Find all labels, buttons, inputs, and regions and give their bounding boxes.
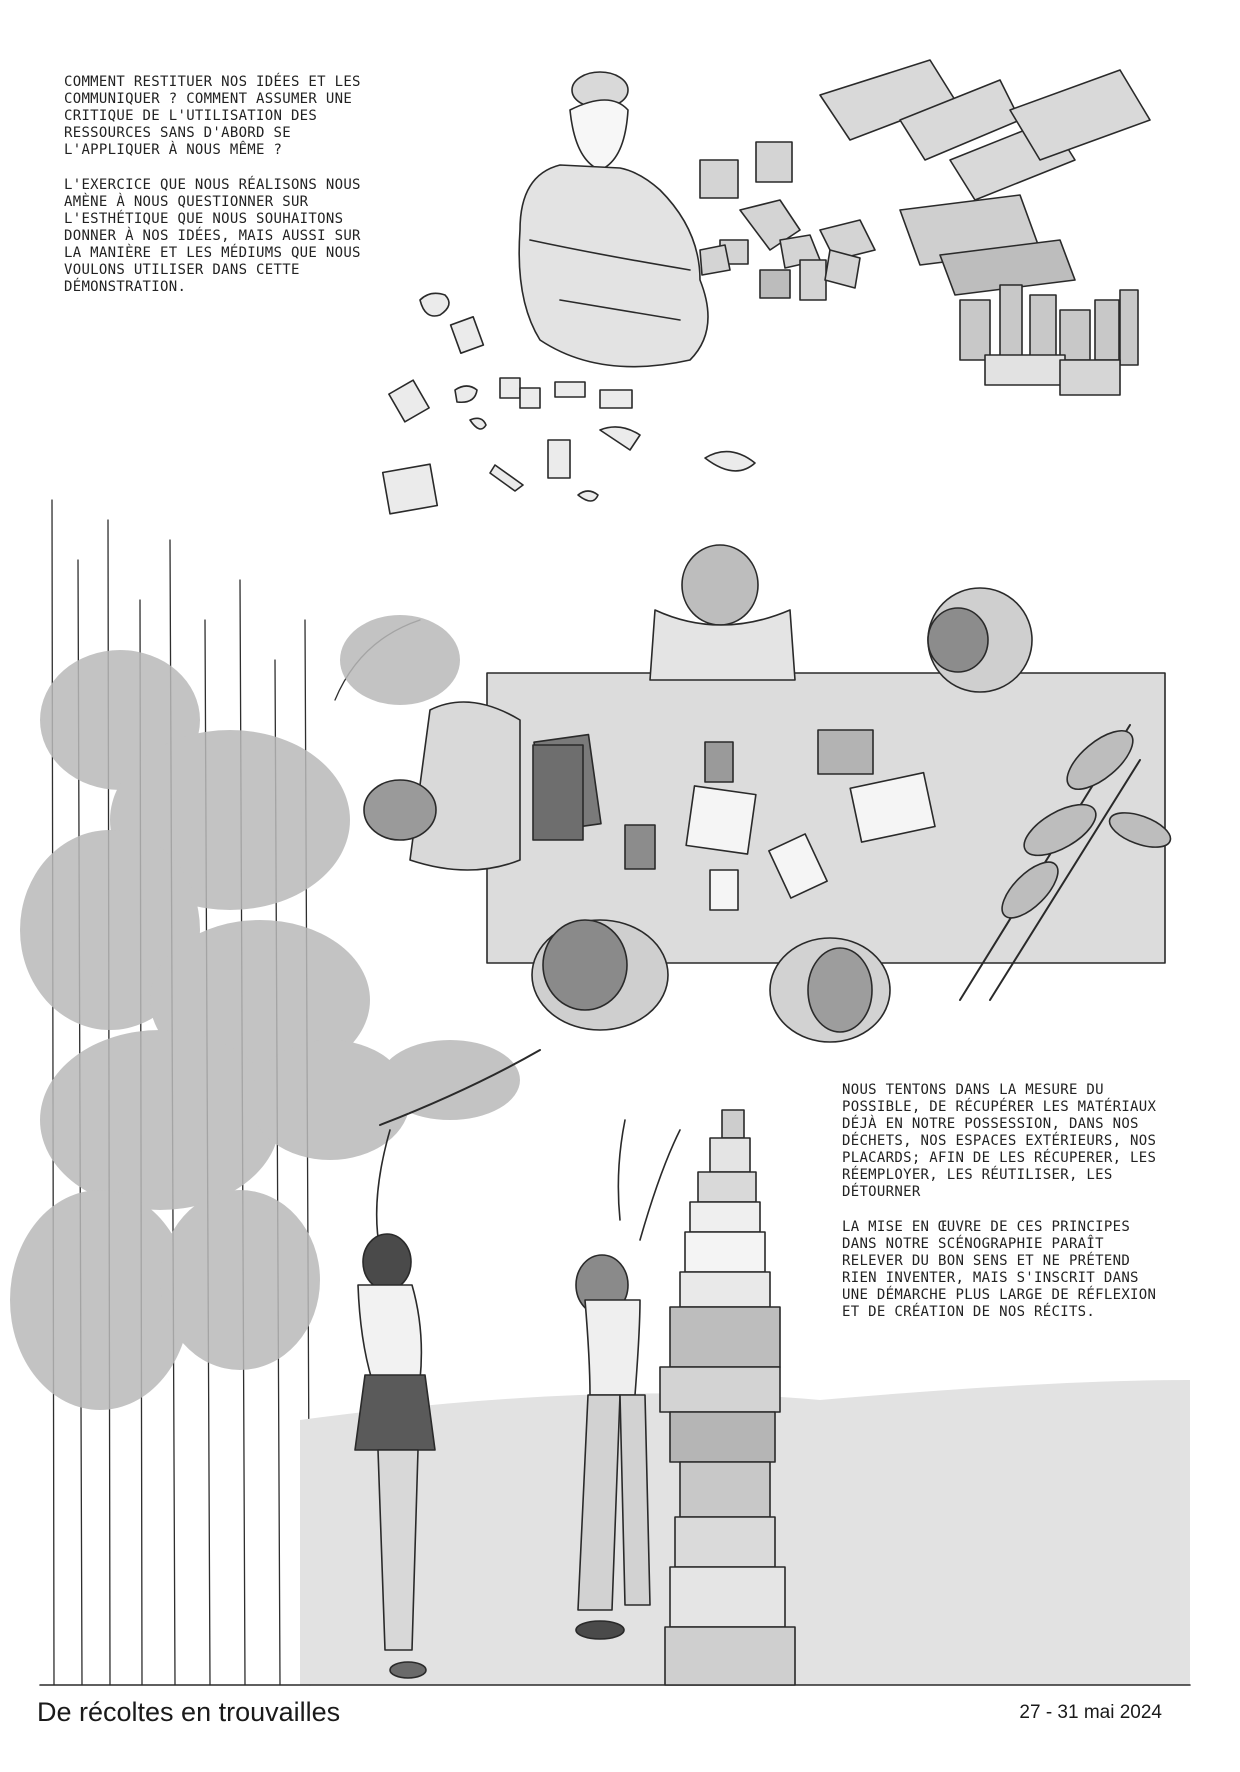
principles-paragraph-1: NOUS TENTONS DANS LA MESURE DU POSSIBLE, DE RÉCUPÉRER LES MATÉRIAUX DÉJÀ EN NOTRE POSSESSION, DANS NOS DÉCHETS, NOS ESPACES EXTÉRIEURS, NOS PLACARDS; AFIN DE LES RÉCUPERER, LES RÉEMPLOYER, LES RÉUTILISER, LES DÉTOURNER [842, 1082, 1157, 1200]
intro-paragraph-2: L'EXERCICE QUE NOUS RÉALISONS NOUS AMÈNE À NOUS QUESTIONNER SUR L'ESTHÉTIQUE QUE NOUS SOUHAITONS DONNER À NOS IDÉES, MAIS AUSSI SUR LA MANIÈRE ET LES MÉDIUMS QUE NOUS VOULONS UTILISER DANS CETTE DÉMONSTRATION. [64, 177, 361, 295]
date-label: 27 - 31 mai 2024 [1019, 1702, 1162, 1723]
principles-text-block [842, 1082, 1172, 1339]
materials-pile [700, 142, 875, 300]
bottles-and-boxes [960, 285, 1138, 395]
table-scene [364, 545, 1165, 1042]
principles-paragraph-2: LA MISE EN ŒUVRE DE CES PRINCIPES DANS NOTRE SCÉNOGRAPHIE PARAÎT RELEVER DU BON SENS ET NE PRÉTEND RIEN INVENTER, MAIS S'INSCRIT DANS UNE DÉMARCHE PLUS LARGE DE RÉFLEXION ET DE CRÉATION DE NOS RÉCITS. [842, 1219, 1157, 1320]
intro-paragraph-1: COMMENT RESTITUER NOS IDÉES ET LES COMMUNIQUER ? COMMENT ASSUMER UNE CRITIQUE DE L'UTILISATION DES RESSOURCES SANS D'ABORD SE L'APPLIQUER À NOUS MÊME ? [64, 74, 361, 158]
page-title: De récoltes en trouvailles [37, 1697, 341, 1727]
woman-sorting-materials [519, 72, 708, 367]
intro-text-block [64, 74, 384, 314]
cardboard-rolls [820, 60, 1150, 295]
box-tower [660, 1110, 795, 1685]
